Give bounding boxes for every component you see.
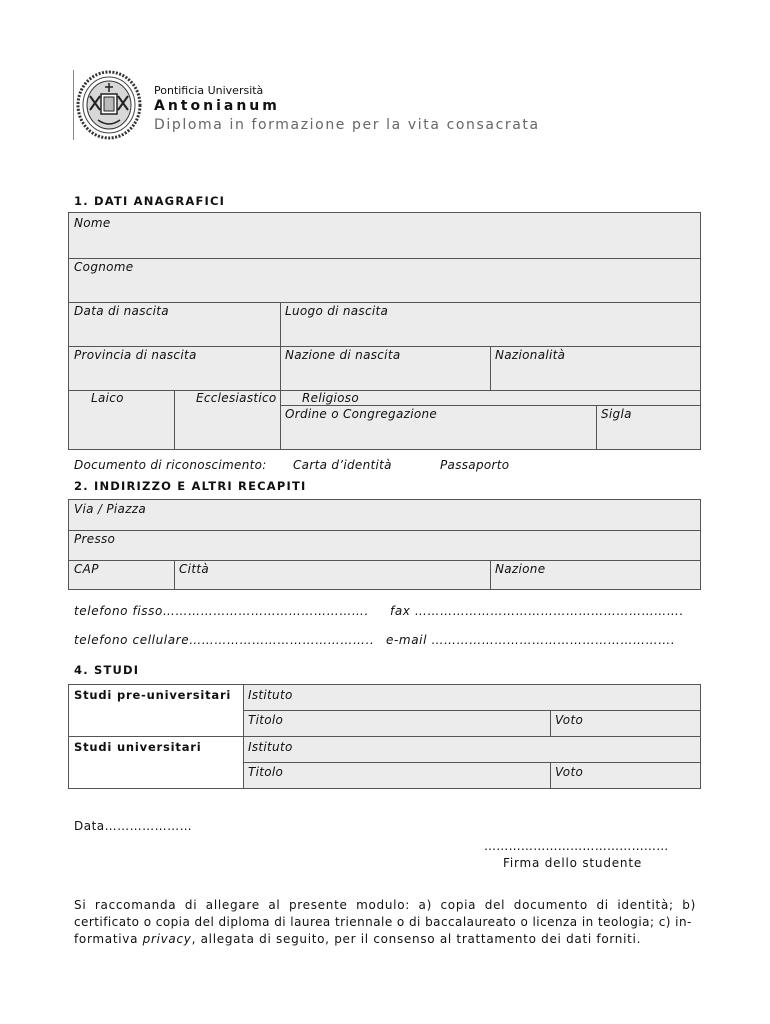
note-line-2: certificato o copia del diploma di laurea triennale o di baccalaureato o licenza in teologia; c) in- [74, 915, 692, 929]
section-title-dati-anagrafici: 1. DATI ANAGRAFICI [74, 194, 226, 208]
section-title-studi: 4. STUDI [74, 663, 140, 677]
voto-pre-input[interactable] [594, 714, 694, 732]
via-label: Via / Piazza [74, 502, 147, 516]
note-line-3 [74, 931, 696, 948]
nome-input[interactable] [74, 233, 694, 253]
university-label: Pontificia Università [154, 84, 264, 97]
data-nascita-label: Data di nascita [74, 304, 169, 318]
col-divider [174, 390, 175, 450]
voto-univ-label: Voto [555, 765, 584, 779]
data-field[interactable]: Data………………… [74, 819, 193, 833]
ecclesiastico-option[interactable]: Ecclesiastico [196, 391, 277, 405]
note-line-3-prefix: formativa [74, 932, 143, 946]
carta-identita-option[interactable]: Carta d’identità [293, 458, 392, 472]
cognome-input[interactable] [74, 277, 694, 297]
titolo-univ-input[interactable] [299, 766, 544, 784]
studi-universitari-label: Studi universitari [74, 740, 202, 754]
row-divider [69, 346, 700, 347]
col-divider [596, 405, 597, 450]
istituto-univ-input[interactable] [309, 741, 694, 759]
col-divider [174, 560, 175, 590]
citta-label: Città [179, 562, 209, 576]
nazionalita-input[interactable] [495, 365, 695, 385]
nazione-label: Nazione [495, 562, 546, 576]
provincia-nascita-input[interactable] [74, 365, 274, 385]
fax-field[interactable]: fax ………………………………………………………. [390, 604, 684, 618]
row-divider [280, 405, 700, 406]
nome-label: Nome [74, 216, 111, 230]
firma-line[interactable]: ……………………………………… [484, 839, 669, 853]
voto-univ-input[interactable] [594, 766, 694, 784]
luogo-nascita-input[interactable] [285, 321, 695, 341]
header-divider [73, 70, 74, 140]
cognome-label: Cognome [74, 260, 134, 274]
col-divider [490, 346, 491, 390]
email-field[interactable]: e-mail …………………………………………………. [386, 633, 676, 647]
header [70, 64, 630, 144]
data-nascita-input[interactable] [74, 321, 274, 341]
religioso-option[interactable]: Religioso [302, 391, 359, 405]
col-divider [550, 762, 551, 788]
row-divider [69, 390, 700, 391]
luogo-nascita-label: Luogo di nascita [285, 304, 389, 318]
col-divider [550, 710, 551, 736]
university-seal-logo [76, 70, 142, 140]
col-divider [243, 685, 244, 788]
attachment-note [74, 897, 696, 948]
studi-table [68, 684, 701, 789]
telefono-fisso-field[interactable]: telefono fisso…………………………………………. [74, 604, 369, 618]
col-divider [280, 302, 281, 450]
ordine-label: Ordine o Congregazione [285, 407, 438, 421]
titolo-pre-input[interactable] [299, 714, 544, 732]
provincia-nascita-label: Provincia di nascita [74, 348, 197, 362]
passaporto-option[interactable]: Passaporto [440, 458, 510, 472]
privacy-link[interactable]: privacy [142, 932, 192, 946]
istituto-univ-label: Istituto [248, 740, 293, 754]
note-line-1: Si raccomanda di allegare al presente modulo: a) copia del documento di identità; b) [74, 898, 696, 912]
note-line-3-suffix: , allegata di seguito, per il consenso al trattamento dei dati forniti. [191, 932, 642, 946]
row-divider [243, 710, 700, 711]
firma-label: Firma dello studente [503, 856, 643, 870]
col-divider [490, 560, 491, 590]
sigla-label: Sigla [601, 407, 632, 421]
titolo-pre-label: Titolo [248, 713, 284, 727]
nazione-input[interactable] [559, 564, 694, 584]
row-divider [69, 530, 700, 531]
voto-pre-label: Voto [555, 713, 584, 727]
citta-input[interactable] [219, 564, 484, 584]
laico-option[interactable]: Laico [91, 391, 124, 405]
telefono-cellulare-field[interactable]: telefono cellulare…………………………………….. [74, 633, 375, 647]
documento-label: Documento di riconoscimento: [74, 458, 267, 472]
row-divider [69, 258, 700, 259]
program-title: Diploma in formazione per la vita consacrata [154, 117, 540, 133]
row-divider [69, 302, 700, 303]
anagrafici-table [68, 212, 701, 450]
istituto-pre-label: Istituto [248, 688, 293, 702]
nazione-nascita-label: Nazione di nascita [285, 348, 401, 362]
cap-input[interactable] [105, 564, 169, 584]
section-title-indirizzo: 2. INDIRIZZO E ALTRI RECAPITI [74, 479, 307, 493]
nazione-nascita-input[interactable] [285, 365, 485, 385]
ordine-input[interactable] [285, 425, 590, 445]
row-divider [69, 736, 700, 737]
istituto-pre-input[interactable] [309, 689, 694, 707]
nazionalita-label: Nazionalità [495, 348, 566, 362]
sigla-input[interactable] [601, 425, 695, 445]
via-input[interactable] [159, 504, 689, 524]
studi-pre-universitari-label: Studi pre-universitari [74, 688, 232, 702]
cap-label: CAP [74, 562, 99, 576]
presso-label: Presso [74, 532, 116, 546]
presso-input[interactable] [129, 534, 689, 554]
university-name: Antonianum [154, 98, 280, 114]
row-divider [243, 762, 700, 763]
indirizzo-table [68, 499, 701, 590]
row-divider [69, 560, 700, 561]
titolo-univ-label: Titolo [248, 765, 284, 779]
